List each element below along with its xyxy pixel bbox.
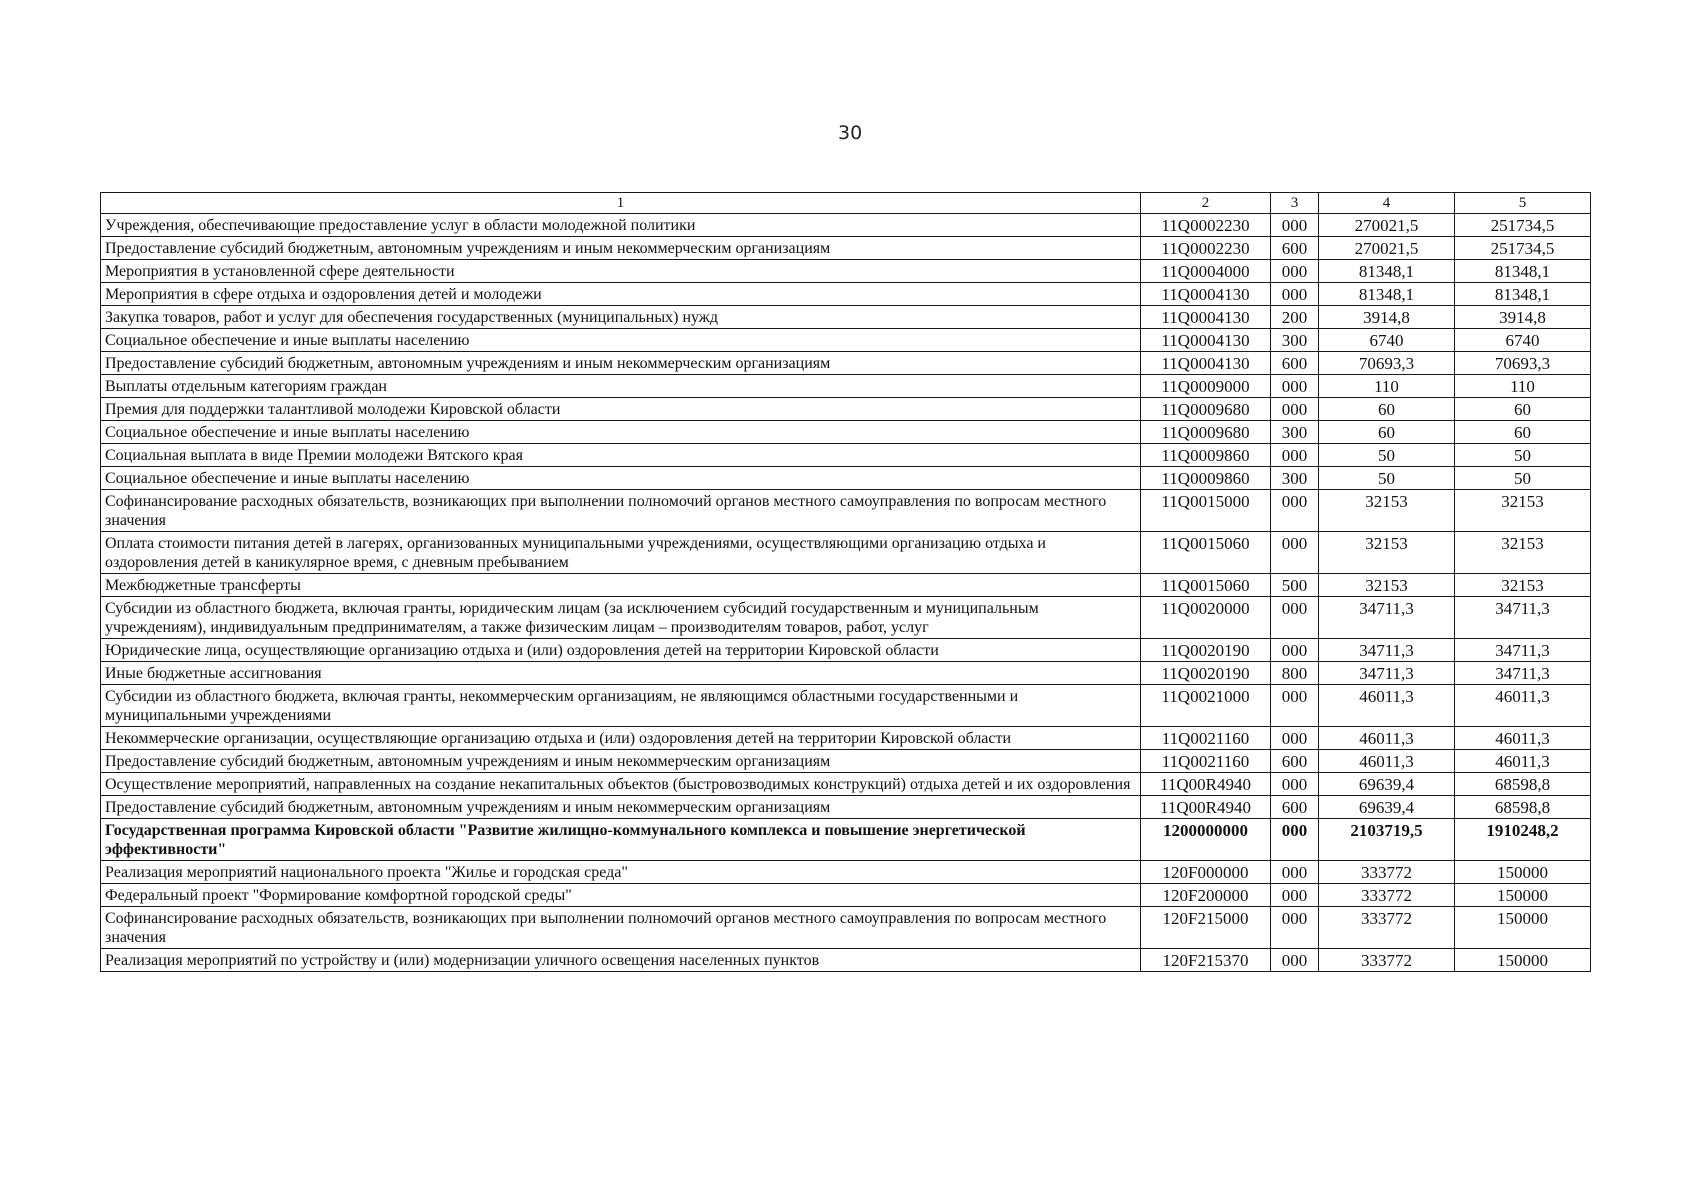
- row-type-cell: 600: [1271, 352, 1319, 375]
- row-code-cell: 11Q0009000: [1141, 375, 1271, 398]
- row-value-col4-cell: 34711,3: [1319, 597, 1455, 639]
- row-name-cell: Мероприятия в установленной сфере деятельности: [101, 260, 1141, 283]
- row-code-cell: 11Q0004130: [1141, 329, 1271, 352]
- row-type-cell: 000: [1271, 490, 1319, 532]
- table-row: [101, 306, 1591, 329]
- row-name-cell: Межбюджетные трансферты: [101, 574, 1141, 597]
- row-type-cell: 000: [1271, 907, 1319, 949]
- row-name-cell: Предоставление субсидий бюджетным, автономным учреждениям и иным некоммерческим организациям: [101, 352, 1141, 375]
- table-row: [101, 907, 1591, 949]
- row-code-cell: 11Q0004130: [1141, 352, 1271, 375]
- row-value-col4-cell: 333772: [1319, 949, 1455, 972]
- row-value-col4-cell: 270021,5: [1319, 214, 1455, 237]
- header-cell-2: 2: [1141, 193, 1271, 214]
- row-type-cell: 000: [1271, 260, 1319, 283]
- row-value-col5-cell: 251734,5: [1455, 237, 1591, 260]
- table-row: [101, 662, 1591, 685]
- row-value-col4-cell: 110: [1319, 375, 1455, 398]
- table-row: [101, 214, 1591, 237]
- row-value-col4-cell: 60: [1319, 398, 1455, 421]
- row-code-cell: 11Q0015000: [1141, 490, 1271, 532]
- row-name-cell: Социальная выплата в виде Премии молодежи Вятского края: [101, 444, 1141, 467]
- row-type-cell: 800: [1271, 662, 1319, 685]
- table-row: [101, 237, 1591, 260]
- row-code-cell: 11Q00R4940: [1141, 796, 1271, 819]
- row-name-cell: Реализация мероприятий национального проекта "Жилье и городская среда": [101, 861, 1141, 884]
- row-value-col5-cell: 110: [1455, 375, 1591, 398]
- row-code-cell: 11Q0015060: [1141, 532, 1271, 574]
- row-value-col4-cell: 81348,1: [1319, 283, 1455, 306]
- table-row: [101, 398, 1591, 421]
- row-value-col4-cell: 270021,5: [1319, 237, 1455, 260]
- row-value-col5-cell: 3914,8: [1455, 306, 1591, 329]
- row-code-cell: 120F215370: [1141, 949, 1271, 972]
- row-type-cell: 000: [1271, 375, 1319, 398]
- table-row: [101, 532, 1591, 574]
- row-value-col4-cell: 60: [1319, 421, 1455, 444]
- row-name-cell: Софинансирование расходных обязательств, возникающих при выполнении полномочий органов местного самоуправления по вопросам местного значения: [101, 907, 1141, 949]
- row-value-col5-cell: 46011,3: [1455, 727, 1591, 750]
- row-code-cell: 11Q0020190: [1141, 662, 1271, 685]
- table-row: [101, 467, 1591, 490]
- table-row: [101, 597, 1591, 639]
- table-body: [101, 214, 1591, 972]
- row-value-col5-cell: 150000: [1455, 861, 1591, 884]
- row-type-cell: 000: [1271, 949, 1319, 972]
- row-value-col4-cell: 81348,1: [1319, 260, 1455, 283]
- table-row: [101, 861, 1591, 884]
- row-type-cell: 000: [1271, 861, 1319, 884]
- row-value-col5-cell: 32153: [1455, 532, 1591, 574]
- table-row: [101, 949, 1591, 972]
- row-value-col4-cell: 34711,3: [1319, 639, 1455, 662]
- row-code-cell: 11Q0021160: [1141, 727, 1271, 750]
- row-value-col5-cell: 34711,3: [1455, 597, 1591, 639]
- row-value-col4-cell: 3914,8: [1319, 306, 1455, 329]
- row-value-col5-cell: 60: [1455, 398, 1591, 421]
- table-row: [101, 685, 1591, 727]
- row-code-cell: 11Q0002230: [1141, 214, 1271, 237]
- row-value-col4-cell: 2103719,5: [1319, 819, 1455, 861]
- table-row: [101, 796, 1591, 819]
- row-value-col5-cell: 34711,3: [1455, 639, 1591, 662]
- table-row: [101, 329, 1591, 352]
- row-type-cell: 600: [1271, 750, 1319, 773]
- row-value-col4-cell: 69639,4: [1319, 773, 1455, 796]
- row-type-cell: 300: [1271, 467, 1319, 490]
- table-row: [101, 884, 1591, 907]
- row-type-cell: 000: [1271, 685, 1319, 727]
- table-row: [101, 639, 1591, 662]
- row-type-cell: 000: [1271, 444, 1319, 467]
- row-type-cell: 000: [1271, 398, 1319, 421]
- header-cell-3: 3: [1271, 193, 1319, 214]
- row-value-col5-cell: 70693,3: [1455, 352, 1591, 375]
- row-value-col5-cell: 46011,3: [1455, 750, 1591, 773]
- row-name-cell: Иные бюджетные ассигнования: [101, 662, 1141, 685]
- row-name-cell: Мероприятия в сфере отдыха и оздоровления детей и молодежи: [101, 283, 1141, 306]
- row-name-cell: Социальное обеспечение и иные выплаты населению: [101, 467, 1141, 490]
- row-code-cell: 120F200000: [1141, 884, 1271, 907]
- row-value-col5-cell: 251734,5: [1455, 214, 1591, 237]
- header-cell-5: 5: [1455, 193, 1591, 214]
- row-type-cell: 600: [1271, 796, 1319, 819]
- row-value-col5-cell: 34711,3: [1455, 662, 1591, 685]
- row-code-cell: 11Q0004000: [1141, 260, 1271, 283]
- header-row: [101, 193, 1591, 214]
- row-value-col4-cell: 32153: [1319, 532, 1455, 574]
- row-name-cell: Осуществление мероприятий, направленных на создание некапитальных объектов (быстровозводимых конструкций) отдыха детей и их оздоровления: [101, 773, 1141, 796]
- row-type-cell: 000: [1271, 819, 1319, 861]
- header-cell-4: 4: [1319, 193, 1455, 214]
- row-value-col5-cell: 50: [1455, 467, 1591, 490]
- table-row: [101, 727, 1591, 750]
- row-value-col5-cell: 68598,8: [1455, 796, 1591, 819]
- row-value-col5-cell: 150000: [1455, 949, 1591, 972]
- page-number: 30: [838, 122, 863, 144]
- header-cell-1: 1: [101, 193, 1141, 214]
- row-value-col5-cell: 81348,1: [1455, 283, 1591, 306]
- row-value-col4-cell: 70693,3: [1319, 352, 1455, 375]
- row-value-col5-cell: 46011,3: [1455, 685, 1591, 727]
- table-row: [101, 750, 1591, 773]
- table-row: [101, 352, 1591, 375]
- row-value-col4-cell: 333772: [1319, 884, 1455, 907]
- row-name-cell: Закупка товаров, работ и услуг для обеспечения государственных (муниципальных) нужд: [101, 306, 1141, 329]
- row-value-col5-cell: 32153: [1455, 574, 1591, 597]
- table-row: [101, 375, 1591, 398]
- row-type-cell: 300: [1271, 421, 1319, 444]
- row-type-cell: 000: [1271, 532, 1319, 574]
- row-name-cell: Социальное обеспечение и иные выплаты населению: [101, 329, 1141, 352]
- table-row: [101, 421, 1591, 444]
- row-name-cell: Федеральный проект "Формирование комфортной городской среды": [101, 884, 1141, 907]
- row-name-cell: Софинансирование расходных обязательств, возникающих при выполнении полномочий органов местного самоуправления по вопросам местного значения: [101, 490, 1141, 532]
- table-row: [101, 283, 1591, 306]
- row-type-cell: 000: [1271, 214, 1319, 237]
- row-name-cell: Социальное обеспечение и иные выплаты населению: [101, 421, 1141, 444]
- row-value-col4-cell: 34711,3: [1319, 662, 1455, 685]
- row-name-cell: Предоставление субсидий бюджетным, автономным учреждениям и иным некоммерческим организациям: [101, 796, 1141, 819]
- table-row: [101, 490, 1591, 532]
- row-name-cell: Премия для поддержки талантливой молодежи Кировской области: [101, 398, 1141, 421]
- row-type-cell: 000: [1271, 639, 1319, 662]
- row-name-cell: Оплата стоимости питания детей в лагерях, организованных муниципальными учреждениями, осуществляющими организацию отдыха и оздоровления детей в каникулярное время, с дневным пребыванием: [101, 532, 1141, 574]
- row-code-cell: 120F000000: [1141, 861, 1271, 884]
- row-code-cell: 11Q0021000: [1141, 685, 1271, 727]
- row-value-col5-cell: 50: [1455, 444, 1591, 467]
- row-code-cell: 11Q0009680: [1141, 398, 1271, 421]
- row-type-cell: 000: [1271, 597, 1319, 639]
- row-value-col4-cell: 46011,3: [1319, 750, 1455, 773]
- row-value-col4-cell: 50: [1319, 444, 1455, 467]
- row-type-cell: 000: [1271, 884, 1319, 907]
- row-code-cell: 11Q0020000: [1141, 597, 1271, 639]
- row-value-col4-cell: 32153: [1319, 574, 1455, 597]
- table-row: [101, 444, 1591, 467]
- row-code-cell: 120F215000: [1141, 907, 1271, 949]
- table-row: [101, 819, 1591, 861]
- row-type-cell: 600: [1271, 237, 1319, 260]
- row-value-col5-cell: 60: [1455, 421, 1591, 444]
- row-name-cell: Субсидии из областного бюджета, включая гранты, некоммерческим организациям, не являющимся областными государственными и муниципальными учреждениями: [101, 685, 1141, 727]
- row-code-cell: 11Q0009860: [1141, 444, 1271, 467]
- row-value-col4-cell: 333772: [1319, 907, 1455, 949]
- row-code-cell: 11Q0021160: [1141, 750, 1271, 773]
- row-value-col4-cell: 69639,4: [1319, 796, 1455, 819]
- row-value-col4-cell: 46011,3: [1319, 685, 1455, 727]
- row-name-cell: Некоммерческие организации, осуществляющие организацию отдыха и (или) оздоровления детей на территории Кировской области: [101, 727, 1141, 750]
- row-value-col4-cell: 6740: [1319, 329, 1455, 352]
- row-value-col4-cell: 46011,3: [1319, 727, 1455, 750]
- row-value-col5-cell: 32153: [1455, 490, 1591, 532]
- row-name-cell: Юридические лица, осуществляющие организацию отдыха и (или) оздоровления детей на территории Кировской области: [101, 639, 1141, 662]
- row-name-cell: Реализация мероприятий по устройству и (или) модернизации уличного освещения населенных пунктов: [101, 949, 1141, 972]
- row-name-cell: Выплаты отдельным категориям граждан: [101, 375, 1141, 398]
- budget-table: [100, 192, 1591, 972]
- row-type-cell: 200: [1271, 306, 1319, 329]
- table-row: [101, 574, 1591, 597]
- table-row: [101, 260, 1591, 283]
- row-name-cell: Предоставление субсидий бюджетным, автономным учреждениям и иным некоммерческим организациям: [101, 750, 1141, 773]
- row-value-col4-cell: 333772: [1319, 861, 1455, 884]
- row-type-cell: 000: [1271, 727, 1319, 750]
- row-code-cell: 11Q0004130: [1141, 306, 1271, 329]
- row-name-cell: Учреждения, обеспечивающие предоставление услуг в области молодежной политики: [101, 214, 1141, 237]
- row-code-cell: 11Q0009860: [1141, 467, 1271, 490]
- row-type-cell: 000: [1271, 283, 1319, 306]
- row-type-cell: 300: [1271, 329, 1319, 352]
- row-value-col5-cell: 1910248,2: [1455, 819, 1591, 861]
- row-name-cell: Государственная программа Кировской области "Развитие жилищно-коммунального комплекса и повышение энергетической эффективности": [101, 819, 1141, 861]
- row-code-cell: 11Q0009680: [1141, 421, 1271, 444]
- row-value-col5-cell: 150000: [1455, 884, 1591, 907]
- row-code-cell: 11Q0015060: [1141, 574, 1271, 597]
- row-name-cell: Субсидии из областного бюджета, включая гранты, юридическим лицам (за исключением субсидий государственным и муниципальным учреждениям), индивидуальным предпринимателям, а также физическим лицам – производителям товаров, работ, услуг: [101, 597, 1141, 639]
- row-code-cell: 1200000000: [1141, 819, 1271, 861]
- row-code-cell: 11Q00R4940: [1141, 773, 1271, 796]
- row-type-cell: 000: [1271, 773, 1319, 796]
- row-value-col5-cell: 81348,1: [1455, 260, 1591, 283]
- row-value-col5-cell: 68598,8: [1455, 773, 1591, 796]
- row-type-cell: 500: [1271, 574, 1319, 597]
- row-code-cell: 11Q0020190: [1141, 639, 1271, 662]
- row-value-col5-cell: 150000: [1455, 907, 1591, 949]
- row-name-cell: Предоставление субсидий бюджетным, автономным учреждениям и иным некоммерческим организациям: [101, 237, 1141, 260]
- row-code-cell: 11Q0002230: [1141, 237, 1271, 260]
- table-row: [101, 773, 1591, 796]
- row-value-col4-cell: 50: [1319, 467, 1455, 490]
- row-value-col5-cell: 6740: [1455, 329, 1591, 352]
- row-code-cell: 11Q0004130: [1141, 283, 1271, 306]
- row-value-col4-cell: 32153: [1319, 490, 1455, 532]
